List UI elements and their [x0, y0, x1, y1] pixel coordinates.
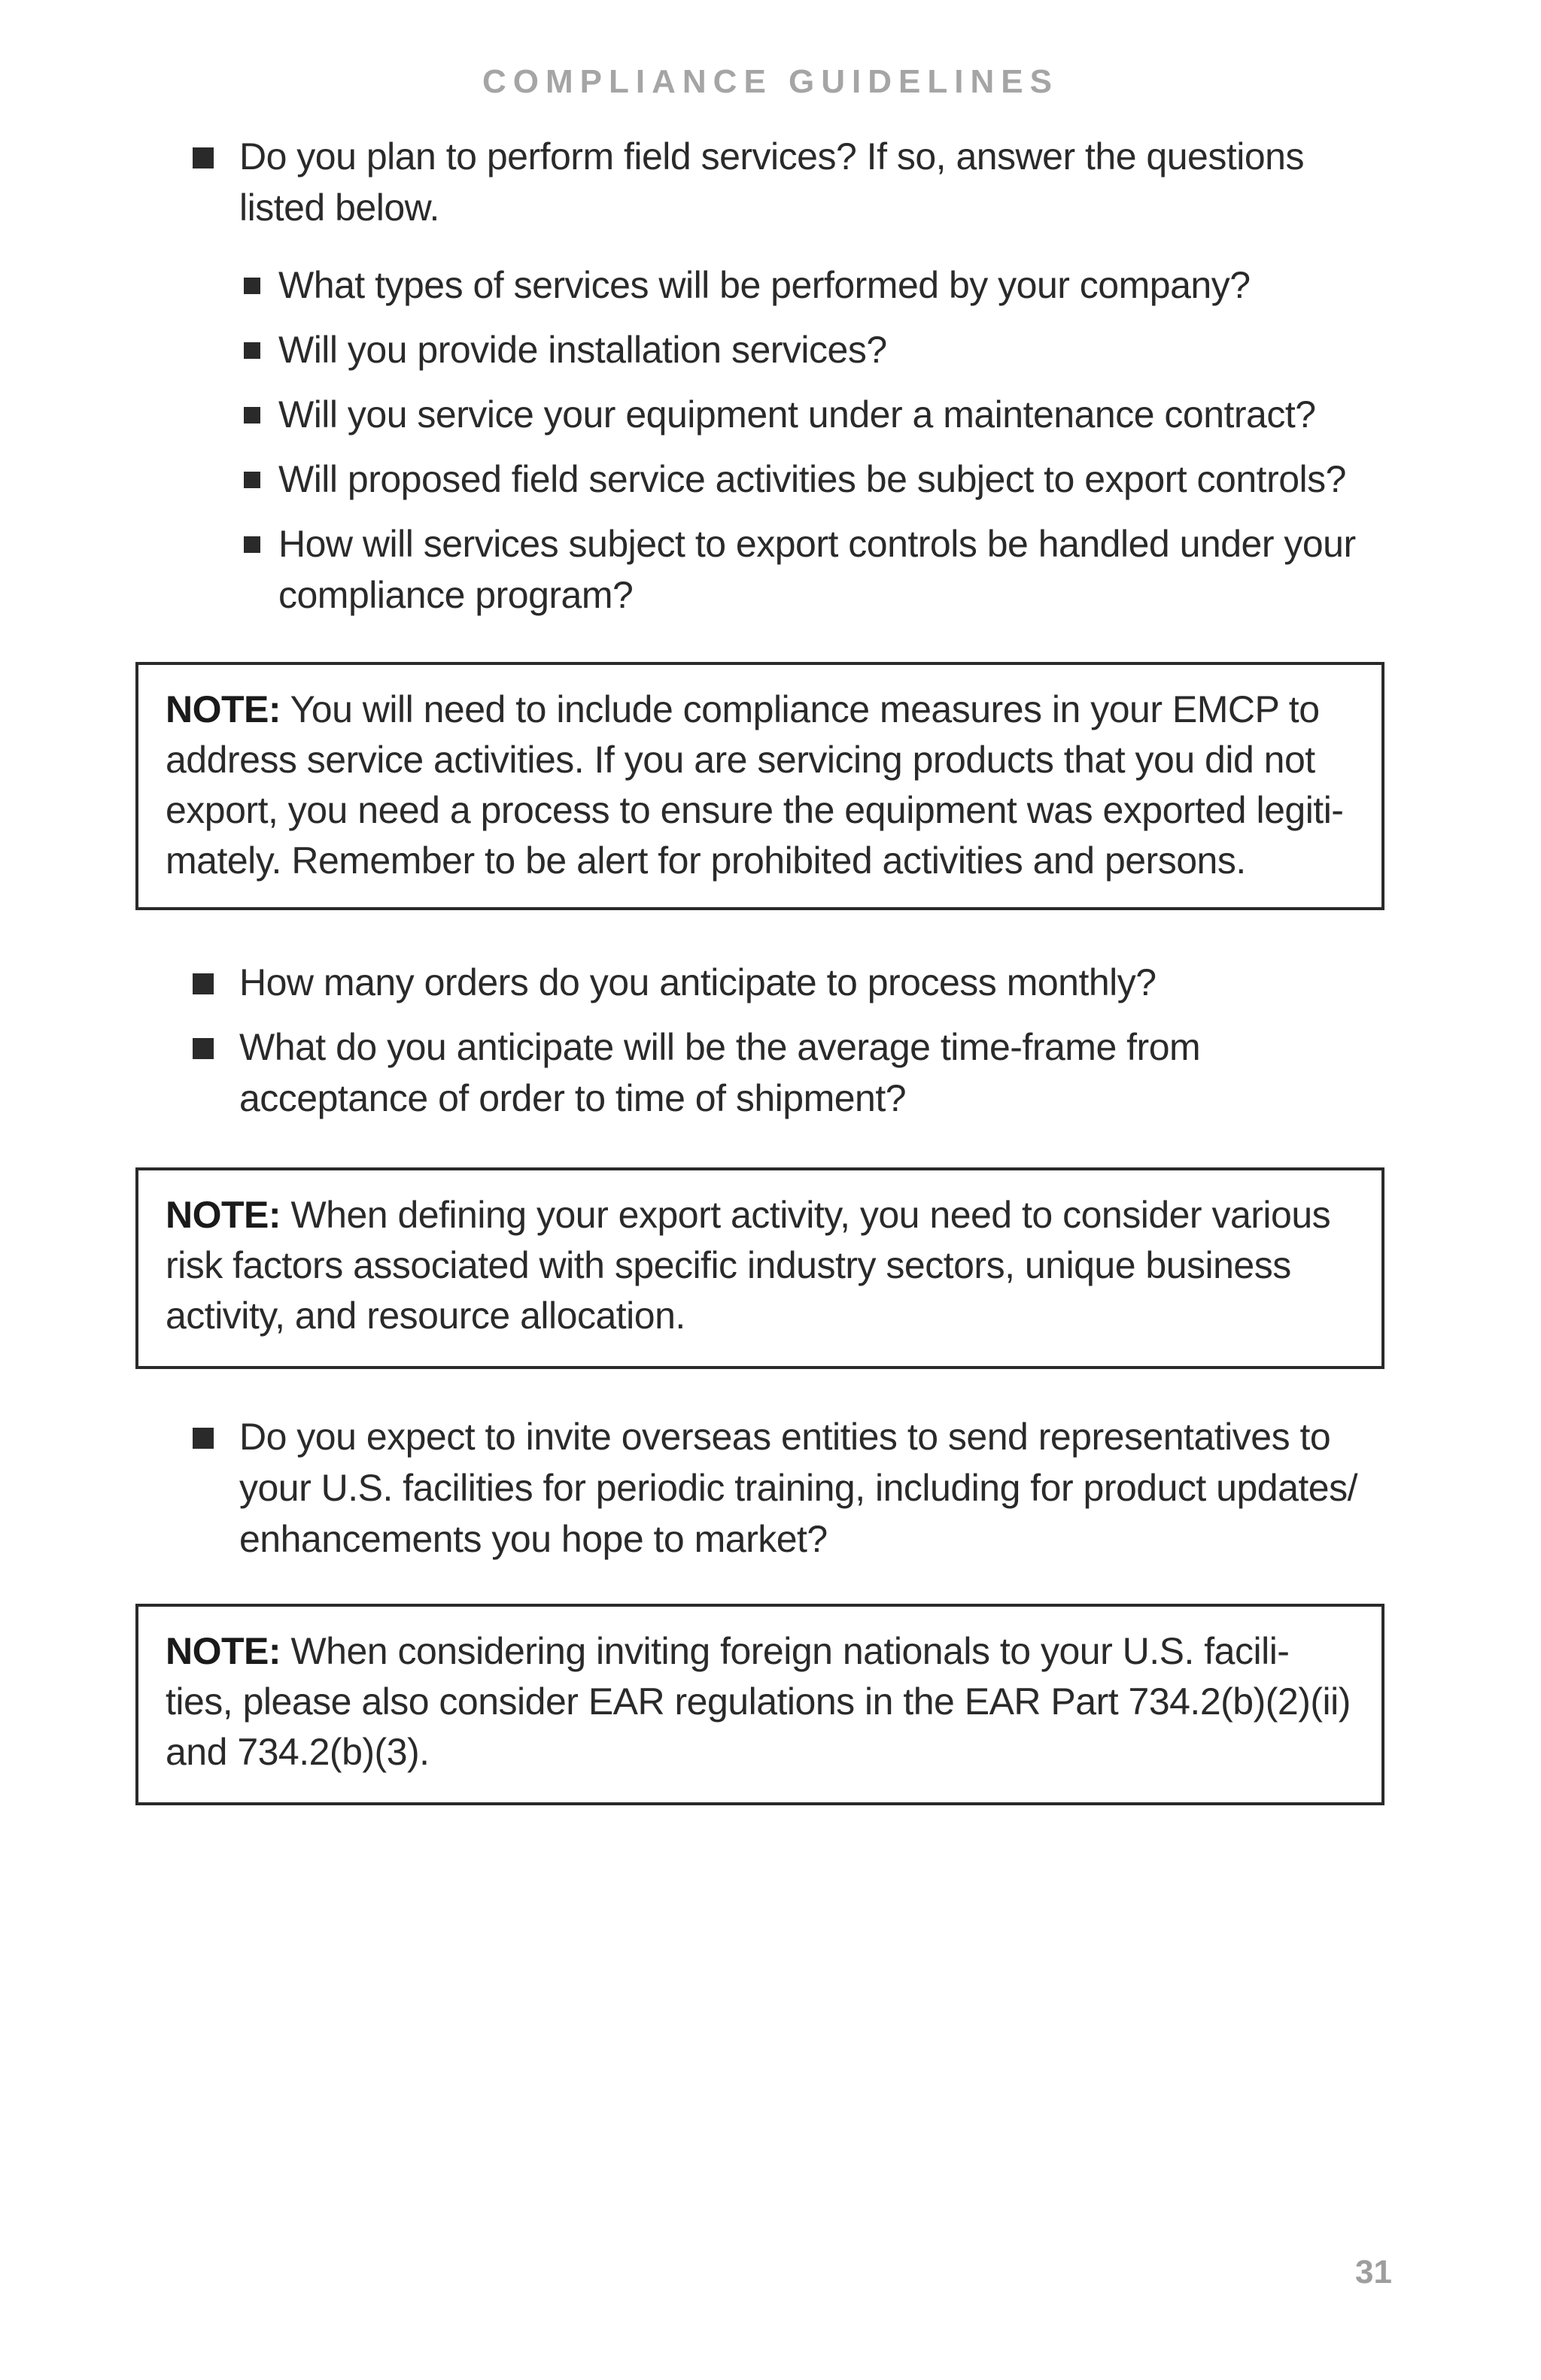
- square-bullet-icon: [193, 973, 214, 994]
- list-item-line: How many orders do you anticipate to process monthly?: [239, 961, 1157, 1003]
- list-item-line: enhancements you hope to market?: [239, 1518, 828, 1560]
- square-bullet-icon: [193, 147, 214, 168]
- list-item-line: Do you plan to perform field services? If so, answer the questions: [239, 135, 1304, 178]
- list-item-line: Will proposed field service activities be subject to export controls?: [278, 458, 1346, 500]
- list-item: [239, 957, 1157, 1008]
- list-item-line: Do you expect to invite overseas entities to send representatives to: [239, 1416, 1331, 1458]
- note-line: ties, please also consider EAR regulations in the EAR Part 734.2(b)(2)(ii): [166, 1680, 1351, 1723]
- list-item: [239, 131, 1304, 233]
- square-bullet-icon: [244, 472, 260, 488]
- sub-list-item: [278, 324, 887, 375]
- list-item-line: compliance program?: [278, 574, 634, 616]
- note-box: [135, 662, 1384, 910]
- sub-list-item: [278, 389, 1316, 440]
- list-item: [239, 1411, 1357, 1565]
- sub-list-item: [278, 518, 1356, 621]
- list-item-line: What do you anticipate will be the average time-frame from: [239, 1026, 1201, 1068]
- page-number: 31: [1355, 2254, 1392, 2290]
- square-bullet-icon: [244, 278, 260, 294]
- note-line: NOTE: When defining your export activity, you need to consider various: [166, 1194, 1331, 1236]
- square-bullet-icon: [244, 407, 260, 423]
- note-line: activity, and resource allocation.: [166, 1295, 685, 1337]
- note-label: NOTE:: [166, 1194, 281, 1236]
- sub-list-item: [278, 454, 1346, 505]
- square-bullet-icon: [244, 536, 260, 553]
- list-item-line: Will you provide installation services?: [278, 329, 887, 371]
- note-line: risk factors associated with specific industry sectors, unique business: [166, 1244, 1291, 1286]
- note-line: NOTE: When considering inviting foreign nationals to your U.S. facili-: [166, 1630, 1290, 1672]
- square-bullet-icon: [244, 342, 260, 359]
- square-bullet-icon: [193, 1428, 214, 1449]
- list-item-line: What types of services will be performed by your company?: [278, 264, 1251, 306]
- note-label: NOTE:: [166, 1630, 281, 1672]
- list-item-line: listed below.: [239, 187, 439, 229]
- note-box: [135, 1167, 1384, 1369]
- sub-list-item: [278, 260, 1251, 311]
- list-item-line: Will you service your equipment under a maintenance contract?: [278, 393, 1316, 436]
- list-item: [239, 1022, 1200, 1124]
- square-bullet-icon: [193, 1038, 214, 1059]
- list-item-line: your U.S. facilities for periodic training, including for product updates/: [239, 1467, 1357, 1509]
- note-line: export, you need a process to ensure the equipment was exported legiti-: [166, 789, 1344, 831]
- list-item-line: How will services subject to export controls be handled under your: [278, 523, 1356, 565]
- page-header: COMPLIANCE GUIDELINES: [482, 63, 1059, 100]
- note-line: NOTE: You will need to include compliance measures in your EMCP to: [166, 688, 1320, 730]
- note-line: address service activities. If you are servicing products that you did not: [166, 739, 1315, 781]
- note-box: [135, 1604, 1384, 1805]
- list-item-line: acceptance of order to time of shipment?: [239, 1077, 907, 1119]
- note-label: NOTE:: [166, 688, 281, 730]
- note-line: and 734.2(b)(3).: [166, 1731, 430, 1773]
- note-line: mately. Remember to be alert for prohibited activities and persons.: [166, 839, 1246, 882]
